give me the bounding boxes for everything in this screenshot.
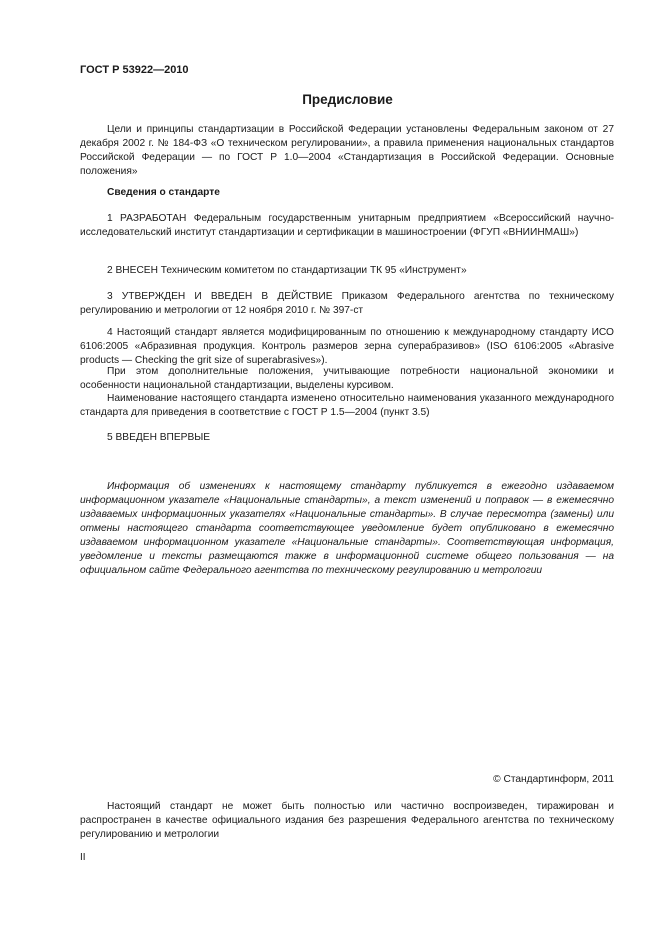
item-2: 2 ВНЕСЕН Техническим комитетом по стандартизации ТК 95 «Инструмент» [107,265,467,276]
page-title: Предисловие [302,92,393,107]
info-paragraph: Информация об изменениях к настоящему стандарту публикуется в ежегодно издаваемом информационном указателе «Национальные стандарты», а текст изменений и поправок — в ежемесячно издаваемых информационных указателях «Национальные стандарты». В случае пересмотра (замены) или отмены настоящего стандарта соответствующее уведомление будет опубликовано в ежемесячно издаваемом информационном указателе «Национальные стандарты». Соответствующая информация, уведомление и тексты размещаются также в информационной системе общего пользования — на официальном сайте Федерального агентства по техническому регулированию и метрологии [80,481,614,576]
intro-paragraph: Цели и принципы стандартизации в Российской Федерации установлены Федеральным законом от 27 декабря 2002 г. № 184-ФЗ «О техническом регулировании», а правила применения национальных стандартов Российской Федерации — по ГОСТ Р 1.0—2004 «Стандартизация в Российской Федерации. Основные положения» [80,124,614,177]
section-heading: Сведения о стандарте [107,187,220,198]
item-1: 1 РАЗРАБОТАН Федеральным государственным унитарным предприятием «Всероссийский научно-исследовательский институт стандартизации и сертификации в машиностроении (ФГУП «ВНИИНМАШ») [80,213,614,238]
reproduction-notice: Настоящий стандарт не может быть полностью или частично воспроизведен, тиражирован и распространен в качестве официального издания без разрешения Федерального агентства по техническому регулированию и метрологии [80,801,614,840]
page-number: II [80,852,86,863]
item-3: 3 УТВЕРЖДЕН И ВВЕДЕН В ДЕЙСТВИЕ Приказом Федерального агентства по техническому регулированию и метрологии от 12 ноября 2010 г. № 397-ст [80,291,614,316]
item-4-naming: Наименование настоящего стандарта изменено относительно наименования указанного международного стандарта для приведения в соответствие с ГОСТ Р 1.5—2004 (пункт 3.5) [80,393,614,418]
item-4: 4 Настоящий стандарт является модифицированным по отношению к международному стандарту ИСО 6106:2005 «Абразивная продукция. Контроль размеров зерна суперабразивов» (ISO 6106:2005 «Abrasive products — Checking the grit size of superabrasives»). [80,327,614,366]
item-4-note: При этом дополнительные положения, учитывающие потребности национальной экономики и особенности национальной стандартизации, выделены курсивом. [80,366,614,391]
copyright-notice: © Стандартинформ, 2011 [493,774,614,785]
standard-code-header: ГОСТ Р 53922—2010 [80,64,189,76]
item-5: 5 ВВЕДЕН ВПЕРВЫЕ [107,432,211,443]
